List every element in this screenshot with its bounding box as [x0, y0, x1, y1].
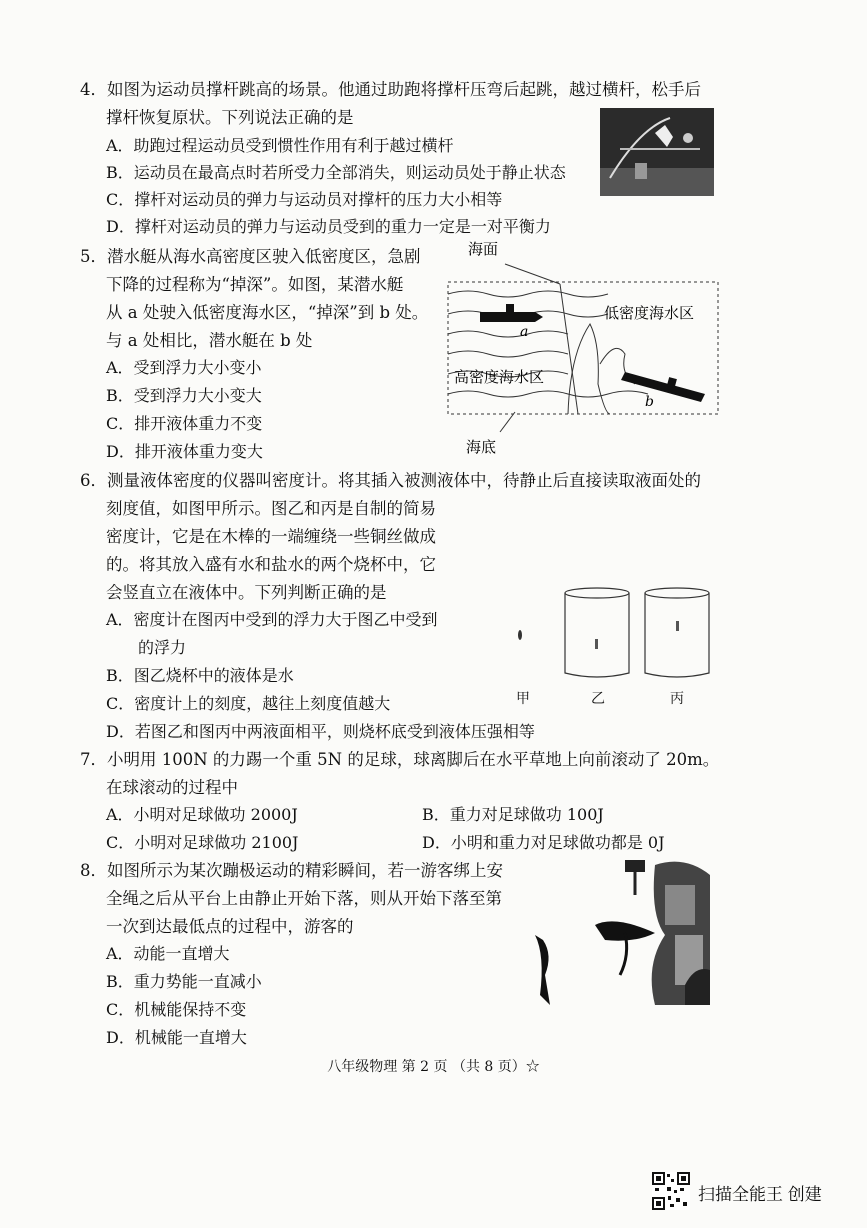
q6-stem-line5: 会竖直立在液体中。下列判断正确的是 [106, 583, 387, 602]
pole-vault-photo [600, 108, 714, 196]
q6-stem-line3: 密度计，它是在木棒的一端缠绕一些铜丝做成 [106, 527, 436, 546]
q8-option-d: D．机械能一直增大 [106, 1028, 247, 1047]
q6-option-a-line1: A．密度计在图丙中受到的浮力大于图乙中受到 [106, 610, 438, 629]
label-high-density: 高密度海水区 [454, 368, 545, 386]
q5-option-a: A．受到浮力大小变小 [106, 358, 262, 377]
label-point-a: a [520, 324, 529, 340]
q6-option-a-line2: 的浮力 [138, 638, 187, 657]
scanner-watermark: 扫描全能王 创建 [698, 1185, 822, 1204]
label-sea-surface: 海面 [468, 240, 499, 258]
q8-option-c: C．机械能保持不变 [106, 1000, 247, 1019]
q6-stem-line1: 6．测量液体密度的仪器叫密度计。将其插入被测液体中，待静止后直接读取液面处的 [80, 471, 701, 490]
q8-stem-line3: 一次到达最低点的过程中，游客的 [106, 917, 354, 936]
q8-stem-line2: 全绳之后从平台上由静止开始下落，则从开始下落至第 [106, 889, 502, 908]
label-jia: 甲 [516, 691, 530, 707]
q4-stem-line1: 4．如图为运动员撑杆跳高的场景。他通过助跑将撑杆压弯后起跳，越过横杆，松手后 [80, 80, 701, 99]
bungee-photo [535, 855, 713, 1005]
q7-stem-line1: 7．小明用 100N 的力踢一个重 5N 的足球，球离脚后在水平草地上向前滚动了 20m。 [80, 750, 720, 769]
page-footer: 八年级物理 第 2 页 （共 8 页）☆ [327, 1059, 540, 1075]
q6-stem-line4: 的。将其放入盛有水和盐水的两个烧杯中，它 [106, 555, 436, 574]
hydrometer-figure [505, 585, 725, 685]
label-yi: 乙 [591, 691, 605, 707]
q8-option-a: A．动能一直增大 [106, 944, 230, 963]
q4-option-b: B．运动员在最高点时若所受力全部消失，则运动员处于静止状态 [106, 163, 566, 182]
q7-option-c: C．小明对足球做功 2100J [106, 833, 299, 852]
label-low-density: 低密度海水区 [604, 304, 695, 322]
submarine-diagram [440, 234, 725, 464]
q5-option-d: D．排开液体重力变大 [106, 442, 263, 461]
q7-option-a: A．小明对足球做功 2000J [106, 805, 298, 824]
q7-stem-line2: 在球滚动的过程中 [106, 778, 238, 797]
q4-stem-line2: 撑杆恢复原状。下列说法正确的是 [106, 108, 354, 127]
q6-stem-line2: 刻度值，如图甲所示。图乙和丙是自制的简易 [106, 499, 436, 518]
q8-stem-line1: 8．如图所示为某次蹦极运动的精彩瞬间，若一游客绑上安 [80, 861, 503, 880]
q4-option-d: D．撑杆对运动员的弹力与运动员受到的重力一定是一对平衡力 [106, 217, 551, 236]
q5-stem-line4: 与 a 处相比，潜水艇在 b 处 [106, 331, 313, 350]
q6-option-d: D．若图乙和图丙中两液面相平，则烧杯底受到液体压强相等 [106, 722, 535, 741]
qr-code-icon [652, 1172, 690, 1210]
q5-stem-line1: 5．潜水艇从海水高密度区驶入低密度区，急剧 [80, 247, 421, 266]
q8-option-b: B．重力势能一直减小 [106, 972, 262, 991]
q6-option-c: C．密度计上的刻度，越往上刻度值越大 [106, 694, 391, 713]
q4-option-a: A．助跑过程运动员受到惯性作用有利于越过横杆 [106, 136, 454, 155]
q5-stem-line3: 从 a 处驶入低密度海水区，“掉深”到 b 处。 [106, 303, 429, 322]
q5-option-b: B．受到浮力大小变大 [106, 386, 262, 405]
q6-option-b: B．图乙烧杯中的液体是水 [106, 666, 294, 685]
q4-option-c: C．撑杆对运动员的弹力与运动员对撑杆的压力大小相等 [106, 190, 503, 209]
label-sea-floor: 海底 [466, 438, 497, 456]
label-bing: 丙 [670, 691, 684, 707]
q5-option-c: C．排开液体重力不变 [106, 414, 263, 433]
label-point-b: b [645, 394, 654, 410]
q5-stem-line2: 下降的过程称为“掉深”。如图，某潜水艇 [106, 275, 404, 294]
q7-option-d: D．小明和重力对足球做功都是 0J [422, 833, 665, 852]
q7-option-b: B．重力对足球做功 100J [422, 805, 604, 824]
